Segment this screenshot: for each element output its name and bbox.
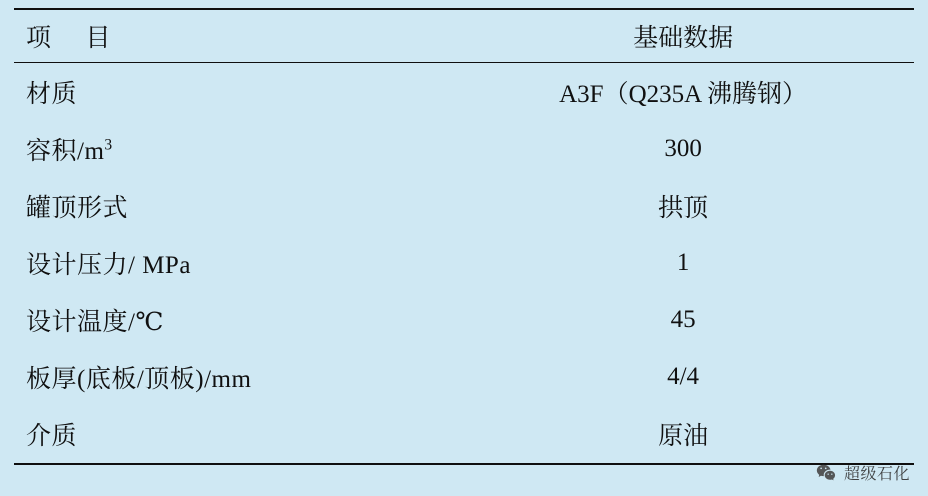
table-row xyxy=(14,348,914,405)
table-row xyxy=(14,120,914,177)
row-item-value: 原油 xyxy=(452,405,914,464)
table-row xyxy=(14,234,914,291)
table-row xyxy=(14,405,914,464)
row-item-label: 设计温度/℃ xyxy=(26,308,164,336)
row-item-label xyxy=(14,120,452,177)
header-cell-item xyxy=(14,9,452,63)
row-item-label-text: 容积/m xyxy=(26,137,105,165)
row-item-value: A3F（Q235A 沸腾钢） xyxy=(559,80,808,108)
row-item-value: 300 xyxy=(664,134,702,162)
row-item-label: 介质 xyxy=(14,405,452,464)
row-item-value: 45 xyxy=(670,305,696,333)
spec-table xyxy=(14,8,914,465)
row-item-label: 板厚(底板/顶板)/mm xyxy=(26,365,252,393)
table-header-row xyxy=(14,9,914,63)
watermark xyxy=(815,461,910,484)
row-item-label: 材质 xyxy=(26,80,78,108)
table-row xyxy=(14,291,914,348)
header-item-part1: 项 xyxy=(26,25,52,52)
row-item-value: 1 xyxy=(676,248,690,276)
header-cell-value: 基础数据 xyxy=(452,9,914,63)
wechat-icon xyxy=(815,462,837,484)
watermark-text: 超级石化 xyxy=(843,466,910,483)
table-row xyxy=(14,177,914,234)
row-item-label-superscript: 3 xyxy=(104,136,113,154)
header-item-part2: 目 xyxy=(85,25,112,52)
row-item-value: 拱顶 xyxy=(658,194,709,222)
row-item-label: 设计压力/ MPa xyxy=(26,251,191,279)
spec-table-container xyxy=(14,8,914,465)
table-row xyxy=(14,63,914,121)
row-item-value: 4/4 xyxy=(667,362,700,390)
row-item-label: 罐顶形式 xyxy=(26,194,129,222)
